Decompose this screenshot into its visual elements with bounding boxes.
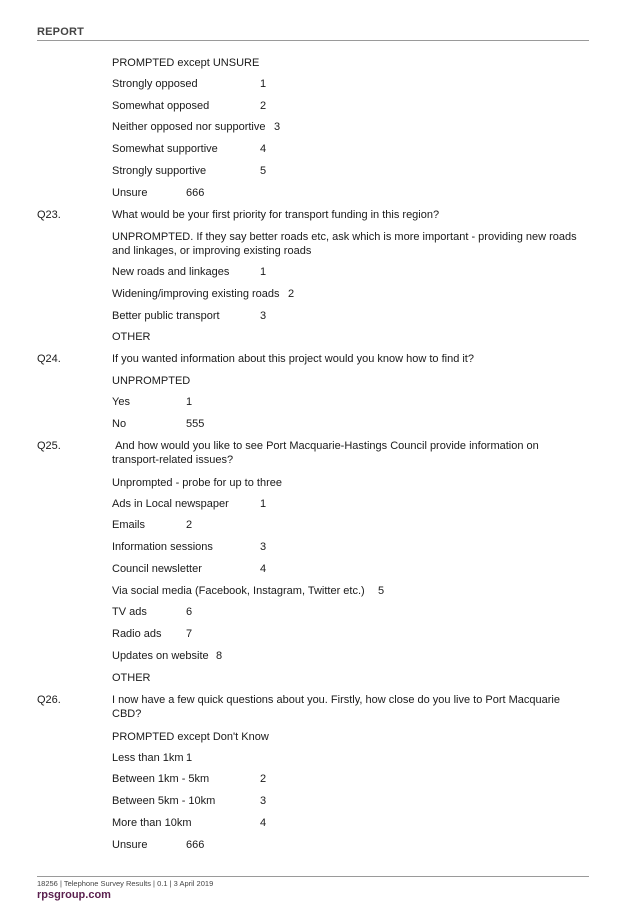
q25-instruction: Unprompted - probe for up to three xyxy=(112,477,282,489)
q22-option-label: Unsure xyxy=(112,187,148,199)
q25-option-label: Emails xyxy=(112,519,146,531)
q26-option-code: 4 xyxy=(260,817,267,829)
q26-option-code: 2 xyxy=(260,773,267,785)
q22-option-code: 3 xyxy=(274,121,281,133)
q22-option-label: Strongly supportive xyxy=(112,165,207,177)
q26-option-code: 666 xyxy=(186,839,205,851)
q22-instruction: PROMPTED except UNSURE xyxy=(112,57,260,69)
q24-option-code: 555 xyxy=(186,418,205,430)
q26-option-label: Unsure xyxy=(112,839,148,851)
q25-option-label: OTHER xyxy=(112,672,151,684)
q22-option-code: 5 xyxy=(260,165,267,177)
q23-option-code: 2 xyxy=(288,288,295,300)
q26-option-code: 3 xyxy=(260,795,267,807)
q23-option-label: Better public transport xyxy=(112,310,220,322)
q25-option-code: 8 xyxy=(216,650,223,662)
q25-option-label: Ads in Local newspaper xyxy=(112,498,229,510)
q25-option-code: 5 xyxy=(378,585,385,597)
q26-option-label: Between 5km - 10km xyxy=(112,795,216,807)
q25-option-label: Information sessions xyxy=(112,541,213,553)
q24-instruction: UNPROMPTED xyxy=(112,375,191,387)
q22-option-code: 2 xyxy=(260,100,267,112)
q22-option-code: 4 xyxy=(260,143,267,155)
footer-divider xyxy=(37,876,589,877)
q23-instruction: UNPROMPTED. If they say better roads etc, ask which is more important - providing new roads and linkages, or improving existing roads xyxy=(112,231,577,257)
q25-option-label: TV ads xyxy=(112,606,147,618)
q24-option-code: 1 xyxy=(186,396,193,408)
q25-option-label: Via social media (Facebook, Instagram, Twitter etc.) xyxy=(112,585,365,597)
q25-option-code: 2 xyxy=(186,519,193,531)
q26-question: I now have a few quick questions about you. Firstly, how close do you live to Port Macquarie CBD? xyxy=(112,694,560,720)
q22-option-label: Somewhat opposed xyxy=(112,100,210,112)
q22-option-code: 666 xyxy=(186,187,205,199)
q23-option-code: 1 xyxy=(260,266,267,278)
q25-option-code: 1 xyxy=(260,498,267,510)
q23-option-label: OTHER xyxy=(112,331,151,343)
q25-option-label: Updates on website xyxy=(112,650,209,662)
q25-option-code: 3 xyxy=(260,541,267,553)
footer-meta: 18256 | Telephone Survey Results | 0.1 | 3 April 2019 xyxy=(37,879,214,888)
q22-option-label: Somewhat supportive xyxy=(112,143,218,155)
q23-option-label: New roads and linkages xyxy=(112,266,230,278)
question-number: Q23. xyxy=(37,209,61,221)
q24-question: If you wanted information about this project would you know how to find it? xyxy=(112,353,474,365)
brand-link[interactable]: rpsgroup.com xyxy=(37,889,111,901)
question-number: Q25. xyxy=(37,440,61,452)
q23-option-label: Widening/improving existing roads xyxy=(112,288,280,300)
q22-option-code: 1 xyxy=(260,78,267,90)
q25-option-label: Radio ads xyxy=(112,628,162,640)
q26-option-label: More than 10km xyxy=(112,817,192,829)
q24-option-label: No xyxy=(112,418,127,430)
question-number: Q24. xyxy=(37,353,61,365)
q22-option-label: Strongly opposed xyxy=(112,78,198,90)
q26-option-label: Less than 1km xyxy=(112,752,184,764)
q25-option-code: 7 xyxy=(186,628,193,640)
q25-option-code: 6 xyxy=(186,606,193,618)
header-divider xyxy=(37,40,589,41)
q26-instruction: PROMPTED except Don't Know xyxy=(112,731,269,743)
q23-question: What would be your first priority for transport funding in this region? xyxy=(112,209,440,221)
q26-option-label: Between 1km - 5km xyxy=(112,773,210,785)
q26-option-code: 1 xyxy=(186,752,193,764)
q24-option-label: Yes xyxy=(112,396,130,408)
report-header: REPORT xyxy=(37,26,85,38)
question-number: Q26. xyxy=(37,694,61,706)
q25-option-code: 4 xyxy=(260,563,267,575)
q25-option-label: Council newsletter xyxy=(112,563,202,575)
q25-question: And how would you like to see Port Macquarie-Hastings Council provide information on transport-related issues? xyxy=(112,440,542,466)
q23-option-code: 3 xyxy=(260,310,267,322)
q22-option-label: Neither opposed nor supportive xyxy=(112,121,266,133)
